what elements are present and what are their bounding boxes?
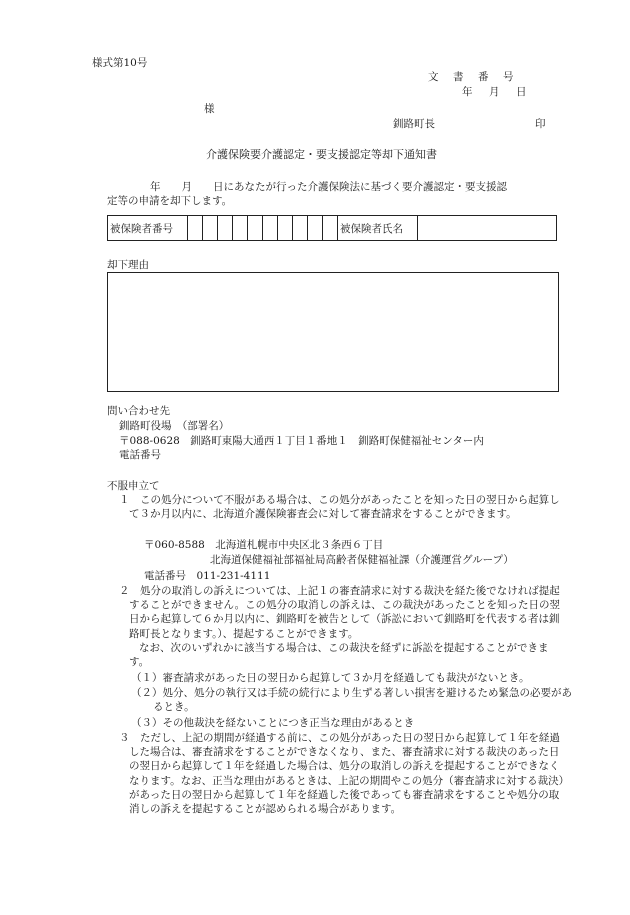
insured-number-label: 被保険者番号 xyxy=(108,216,188,241)
document-title: 介護保険要介護認定・要支援認定等却下通知書 xyxy=(206,148,437,161)
insured-number-digit[interactable] xyxy=(218,216,233,241)
recipient-suffix: 様 xyxy=(204,103,215,115)
insured-name-field[interactable] xyxy=(418,216,557,241)
appeal-item-3: ３ ただし、上記の期間が経過する前に、この処分があった日の翌日から起算して１年を経過した場合は、審査請求をすることができなくなり、また、審査請求に対する裁決のあった日の翌日から起算して１年を経過した場合は、処分の取消しの訴えを提起することができなくなります。なお、正当な理由があるときは、上記の期間やこの処分（審査請求に対する裁決）があった日の翌日から起算して１年を経過した後であっても審査請求をすることや処分の取消しの訴えを提起することが認められる場合があります。 xyxy=(119,732,564,816)
date-label: 年 月 日 xyxy=(462,86,530,98)
appeal-item-1-phone: 電話番号 011-231-4111 xyxy=(144,570,271,582)
contact-address: 〒088-0628 釧路町東陽大通西１丁目１番地１ 釧路町保健福祉センター内 xyxy=(119,435,484,447)
appeal-item-1-address-2: 北海道保健福祉部福祉局高齢者保健福祉課（介護運営グループ） xyxy=(210,554,514,566)
appeal-heading: 不服申立て xyxy=(107,480,160,492)
insured-name-label: 被保険者氏名 xyxy=(338,216,418,241)
insured-number-digit[interactable] xyxy=(188,216,203,241)
insured-number-digit[interactable] xyxy=(323,216,338,241)
contact-office: 釧路町役場 （部署名） xyxy=(119,420,230,432)
insured-number-digit[interactable] xyxy=(203,216,218,241)
insured-number-digit[interactable] xyxy=(233,216,248,241)
insured-number-digit[interactable] xyxy=(293,216,308,241)
appeal-item-2-sub-3: （３）その他裁決を経ないことにつき正当な理由があるとき xyxy=(131,717,415,729)
contact-phone: 電話番号 xyxy=(119,449,161,461)
seal-mark: 印 xyxy=(535,118,546,130)
contact-heading: 問い合わせ先 xyxy=(107,405,170,417)
appeal-item-2-sub-1: （１）審査請求があった日の翌日から起算して３か月を経過しても裁決がないとき。 xyxy=(131,672,530,684)
insured-number-digit[interactable] xyxy=(308,216,323,241)
appeal-item-1: １ この処分について不服がある場合は、この処分があったことを知った日の翌日から起算して３か月以内に、北海道介護保険審査会に対して審査請求をすることができます。 xyxy=(119,494,560,521)
document-number-label: 文 書 番 号 xyxy=(428,71,516,83)
insured-number-digit[interactable] xyxy=(248,216,263,241)
appeal-item-1-address-1: 〒060-8588 北海道札幌市中央区北３条西６丁目 xyxy=(144,539,384,551)
appeal-item-2-sub-2: （２）処分、処分の執行又は手続の続行により生ずる著しい損害を避けるため緊急の必要があるとき。 xyxy=(131,687,572,714)
form-number: 様式第10号 xyxy=(92,57,148,69)
reason-label: 却下理由 xyxy=(107,259,149,271)
insured-number-digit[interactable] xyxy=(278,216,293,241)
insured-info-table xyxy=(107,215,557,241)
intro-line-2: 定等の申請を却下します。 xyxy=(107,195,233,207)
appeal-item-2: ２ 処分の取消しの訴えについては、上記１の審査請求に対する裁決を経た後でなければ提起することができません。この処分の取消しの訴えは、この裁決があったことを知った日の翌日から起算して６か月以内に、釧路町を被告として（訴訟において釧路町を代表する者は釧路町長となります。）、提起することができます。 xyxy=(119,585,561,640)
issuer-name: 釧路町長 xyxy=(393,118,435,130)
insured-number-digit[interactable] xyxy=(263,216,278,241)
reason-box[interactable] xyxy=(107,272,559,392)
appeal-item-2-note: なお、次のいずれかに該当する場合は、この裁決を経ずに訴訟を提起することができます。 xyxy=(129,642,549,669)
intro-line-1: 年 月 日にあなたが行った介護保険法に基づく要介護認定・要支援認 xyxy=(150,181,507,193)
